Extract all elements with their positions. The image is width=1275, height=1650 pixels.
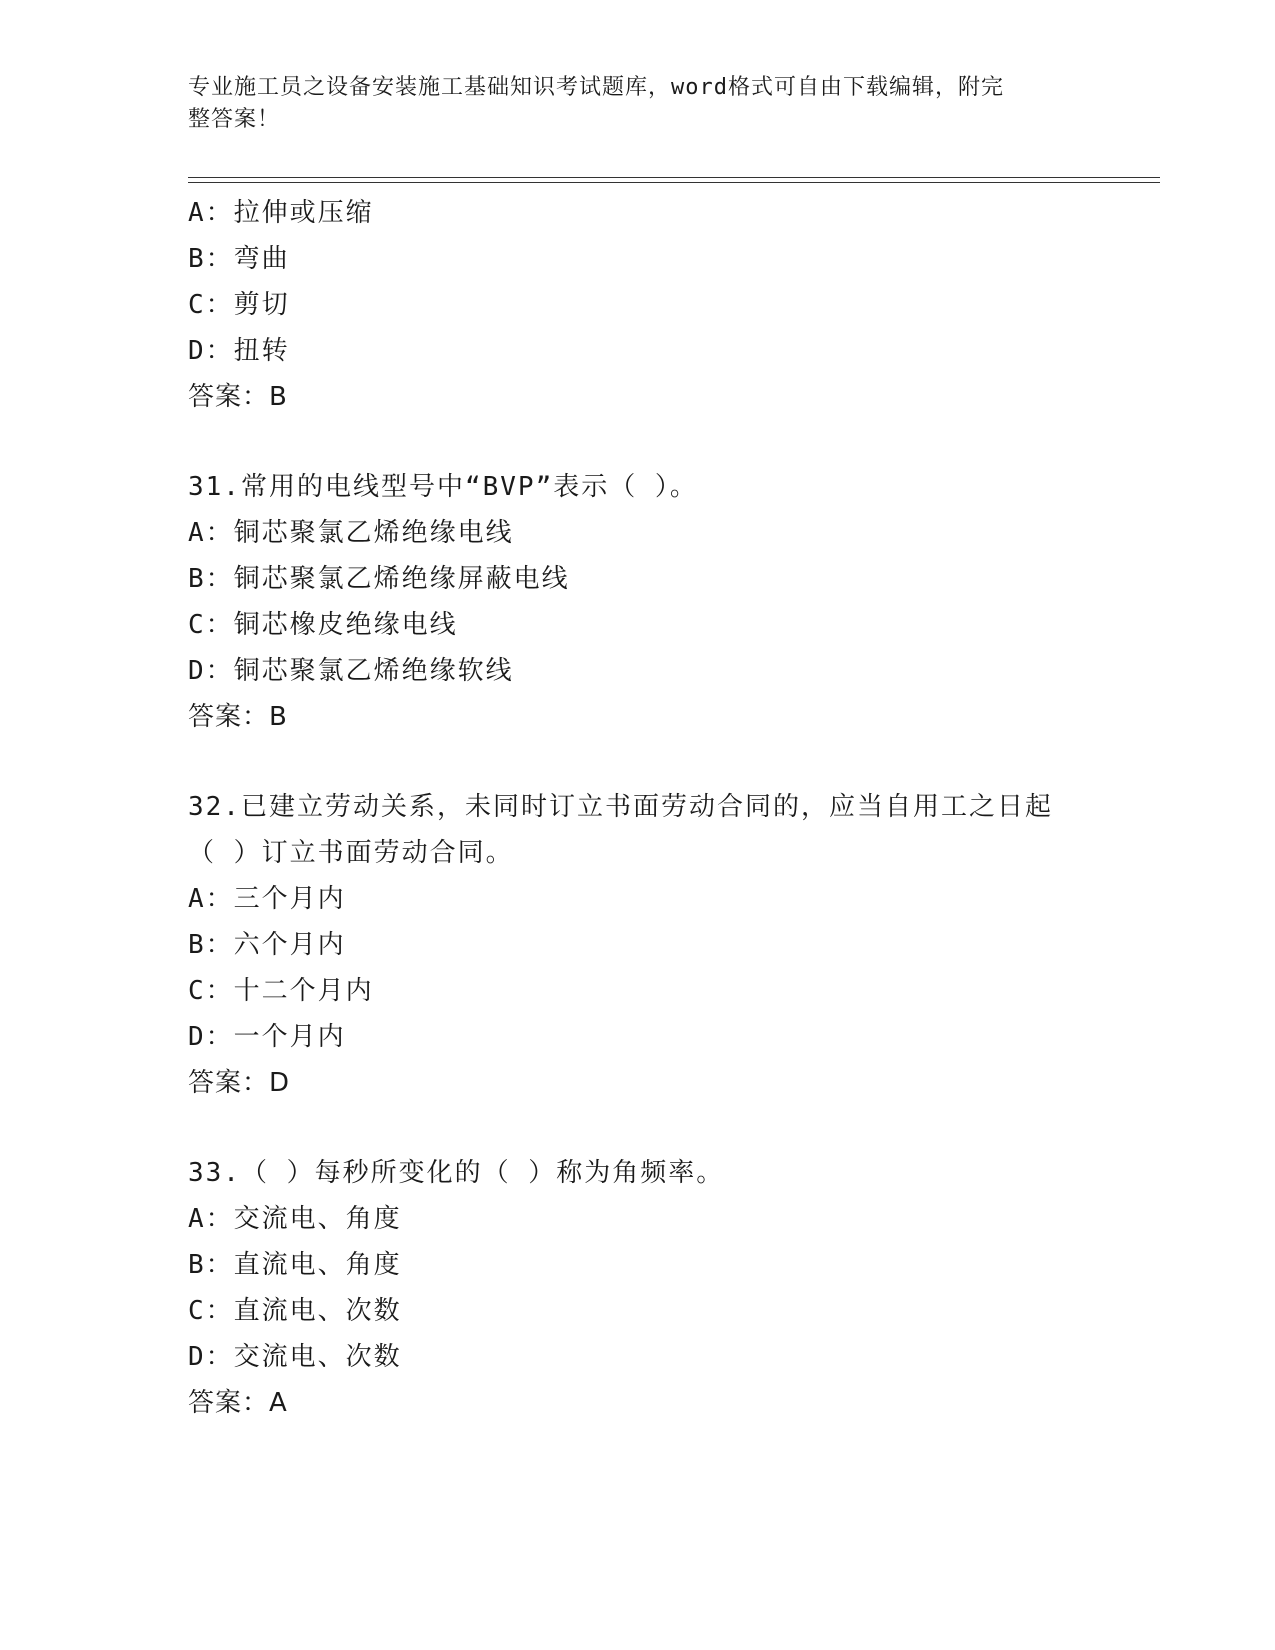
answer-line: 答案：B (188, 702, 288, 732)
header-line-2: 整答案！ (188, 107, 281, 132)
option-b: B：弯曲 (188, 244, 290, 274)
header-line-1: 专业施工员之设备安装施工基础知识考试题库，word格式可自由下载编辑，附完 (188, 75, 1004, 100)
option-c: C：十二个月内 (188, 976, 374, 1006)
answer-line: 答案：A (188, 1388, 288, 1418)
option-c: C：铜芯橡皮绝缘电线 (188, 610, 458, 640)
answer-line: 答案：B (188, 382, 288, 412)
option-a: A：交流电、角度 (188, 1204, 402, 1234)
option-d: D：交流电、次数 (188, 1342, 402, 1372)
option-d: D：一个月内 (188, 1022, 346, 1052)
question-stem: 33.（ ）每秒所变化的（ ）称为角频率。 (188, 1158, 725, 1188)
option-b: B：直流电、角度 (188, 1250, 402, 1280)
question-stem: 31.常用的电线型号中“BVP”表示（ ）。 (188, 472, 698, 502)
option-a: A：拉伸或压缩 (188, 198, 374, 228)
question-stem-continued: （ ）订立书面劳动合同。 (188, 838, 514, 868)
document-header (188, 72, 1088, 136)
option-d: D：铜芯聚氯乙烯绝缘软线 (188, 656, 514, 686)
question-32 (188, 784, 1118, 1106)
option-b: B：铜芯聚氯乙烯绝缘屏蔽电线 (188, 564, 570, 594)
question-stem: 32.已建立劳动关系，未同时订立书面劳动合同的，应当自用工之日起 (188, 792, 1053, 822)
question-list (188, 190, 1118, 1426)
option-c: C：直流电、次数 (188, 1296, 402, 1326)
previous-question (188, 190, 1118, 420)
header-rule-top (188, 177, 1160, 178)
question-33 (188, 1150, 1118, 1426)
option-a: A：三个月内 (188, 884, 346, 914)
header-rule-bottom (188, 182, 1160, 183)
option-c: C：剪切 (188, 290, 290, 320)
option-b: B：六个月内 (188, 930, 346, 960)
question-31 (188, 464, 1118, 740)
answer-line: 答案：D (188, 1068, 291, 1098)
option-a: A：铜芯聚氯乙烯绝缘电线 (188, 518, 514, 548)
option-d: D：扭转 (188, 336, 290, 366)
